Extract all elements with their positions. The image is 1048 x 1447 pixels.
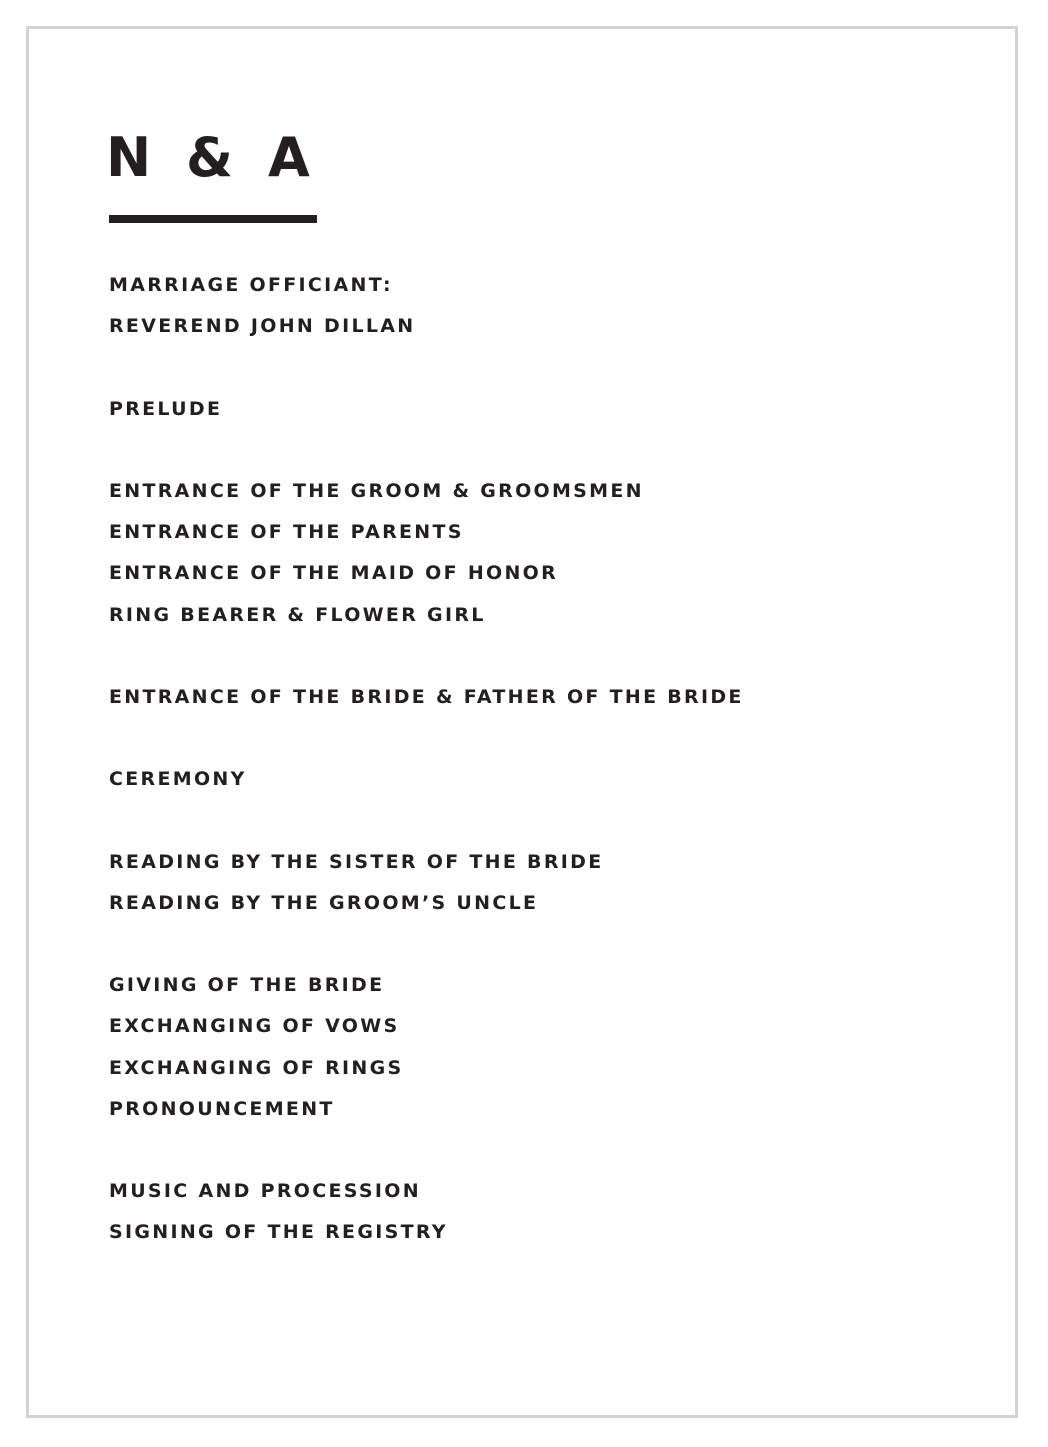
program-list [109,270,744,1259]
program-spacer [109,805,744,846]
program-line-officiant-label: MARRIAGE OFFICIANT: [109,274,393,296]
program-line-signing-registry: SIGNING OF THE REGISTRY [109,1221,448,1244]
title-underline-divider [109,215,317,223]
program-line-maid-of-honor-entrance: ENTRANCE OF THE MAID OF HONOR [109,562,559,585]
program-spacer [109,641,744,682]
program-line-exchanging-rings: EXCHANGING OF RINGS [109,1056,404,1079]
program-spacer [109,929,744,970]
monogram-initial-first: N [106,126,152,189]
program-line-reading-sister: READING BY THE SISTER OF THE BRIDE [109,850,604,873]
monogram-initial-second: A [268,126,310,189]
program-line-officiant-name: REVEREND JOHN DILLAN [109,315,416,338]
program-line-reading-uncle: READING BY THE GROOM’S UNCLE [109,891,539,914]
program-line-groom-entrance: ENTRANCE OF THE GROOM & GROOMSMEN [109,479,644,502]
program-line-music-procession: MUSIC AND PROCESSION [109,1180,421,1203]
program-line-ring-bearer: RING BEARER & FLOWER GIRL [109,603,486,626]
program-line-exchanging-vows: EXCHANGING OF VOWS [109,1015,400,1038]
program-spacer [109,723,744,764]
program-spacer [109,1135,744,1176]
program-line-parents-entrance: ENTRANCE OF THE PARENTS [109,521,464,544]
program-line-giving-of-bride: GIVING OF THE BRIDE [109,974,385,997]
program-line-bride-entrance: ENTRANCE OF THE BRIDE & FATHER OF THE BRIDE [109,685,744,708]
program-line-prelude: PRELUDE [109,397,223,420]
program-spacer [109,352,744,393]
program-line-pronouncement: PRONOUNCEMENT [109,1097,335,1120]
program-line-ceremony: CEREMONY [109,768,247,791]
program-spacer [109,435,744,476]
monogram-ampersand: & [186,126,234,189]
monogram-title [106,126,310,190]
